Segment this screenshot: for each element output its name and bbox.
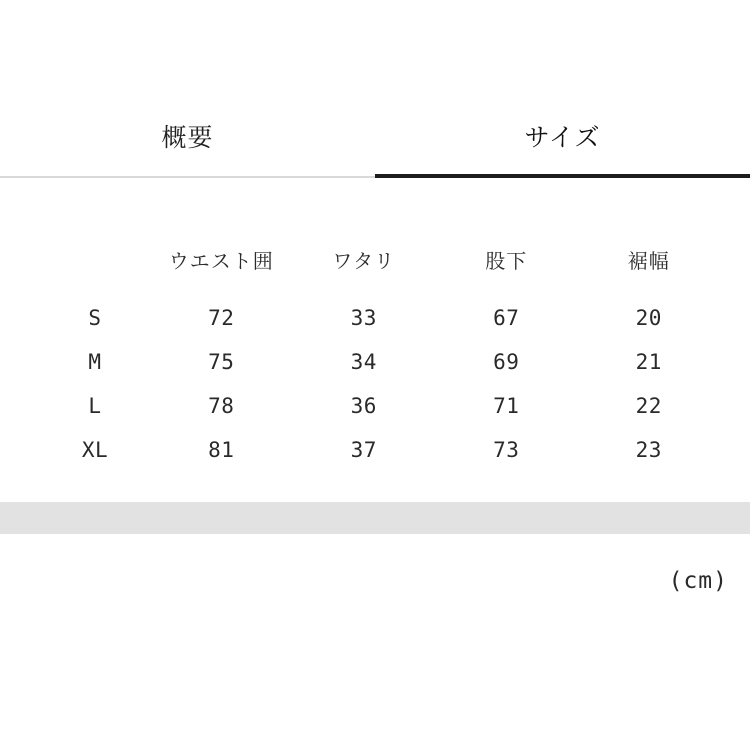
cell-waist: 81 bbox=[208, 438, 235, 462]
column-header-waist: ウエスト囲 bbox=[168, 248, 274, 273]
cell-inseam: 73 bbox=[493, 438, 520, 462]
column-header-hem: 裾幅 bbox=[627, 248, 670, 273]
cell-thigh: 34 bbox=[350, 350, 377, 374]
tab-bar bbox=[0, 118, 750, 178]
cell-inseam: 67 bbox=[493, 306, 520, 330]
table-header-row bbox=[40, 228, 720, 296]
row-header-size: XL bbox=[81, 438, 109, 462]
tab-overview[interactable] bbox=[0, 118, 375, 178]
size-table-header bbox=[40, 228, 720, 296]
size-table bbox=[40, 228, 720, 472]
cell-thigh: 36 bbox=[350, 394, 377, 418]
table-row bbox=[40, 296, 720, 340]
tab-size[interactable] bbox=[375, 118, 750, 178]
cell-waist: 78 bbox=[208, 394, 235, 418]
cell-waist: 72 bbox=[208, 306, 235, 330]
table-row bbox=[40, 428, 720, 472]
cell-thigh: 37 bbox=[350, 438, 377, 462]
cell-inseam: 69 bbox=[493, 350, 520, 374]
cell-hem: 22 bbox=[635, 394, 662, 418]
size-table-body bbox=[40, 296, 720, 472]
row-header-size: L bbox=[88, 394, 102, 418]
row-header-size: S bbox=[88, 306, 102, 330]
table-row bbox=[40, 384, 720, 428]
cell-hem: 23 bbox=[635, 438, 662, 462]
cell-thigh: 33 bbox=[350, 306, 377, 330]
unit-label: (cm) bbox=[668, 568, 728, 594]
column-header-thigh: ワタリ bbox=[332, 248, 396, 273]
row-header-size: M bbox=[88, 350, 102, 374]
tab-size-label: サイズ bbox=[524, 123, 601, 152]
column-header-inseam: 股下 bbox=[485, 248, 528, 273]
table-row bbox=[40, 340, 720, 384]
table-corner-cell bbox=[40, 228, 150, 296]
cell-inseam: 71 bbox=[493, 394, 520, 418]
cell-hem: 21 bbox=[635, 350, 662, 374]
cell-hem: 20 bbox=[635, 306, 662, 330]
tab-overview-label: 概要 bbox=[161, 123, 214, 152]
cell-waist: 75 bbox=[208, 350, 235, 374]
divider-band bbox=[0, 502, 750, 534]
